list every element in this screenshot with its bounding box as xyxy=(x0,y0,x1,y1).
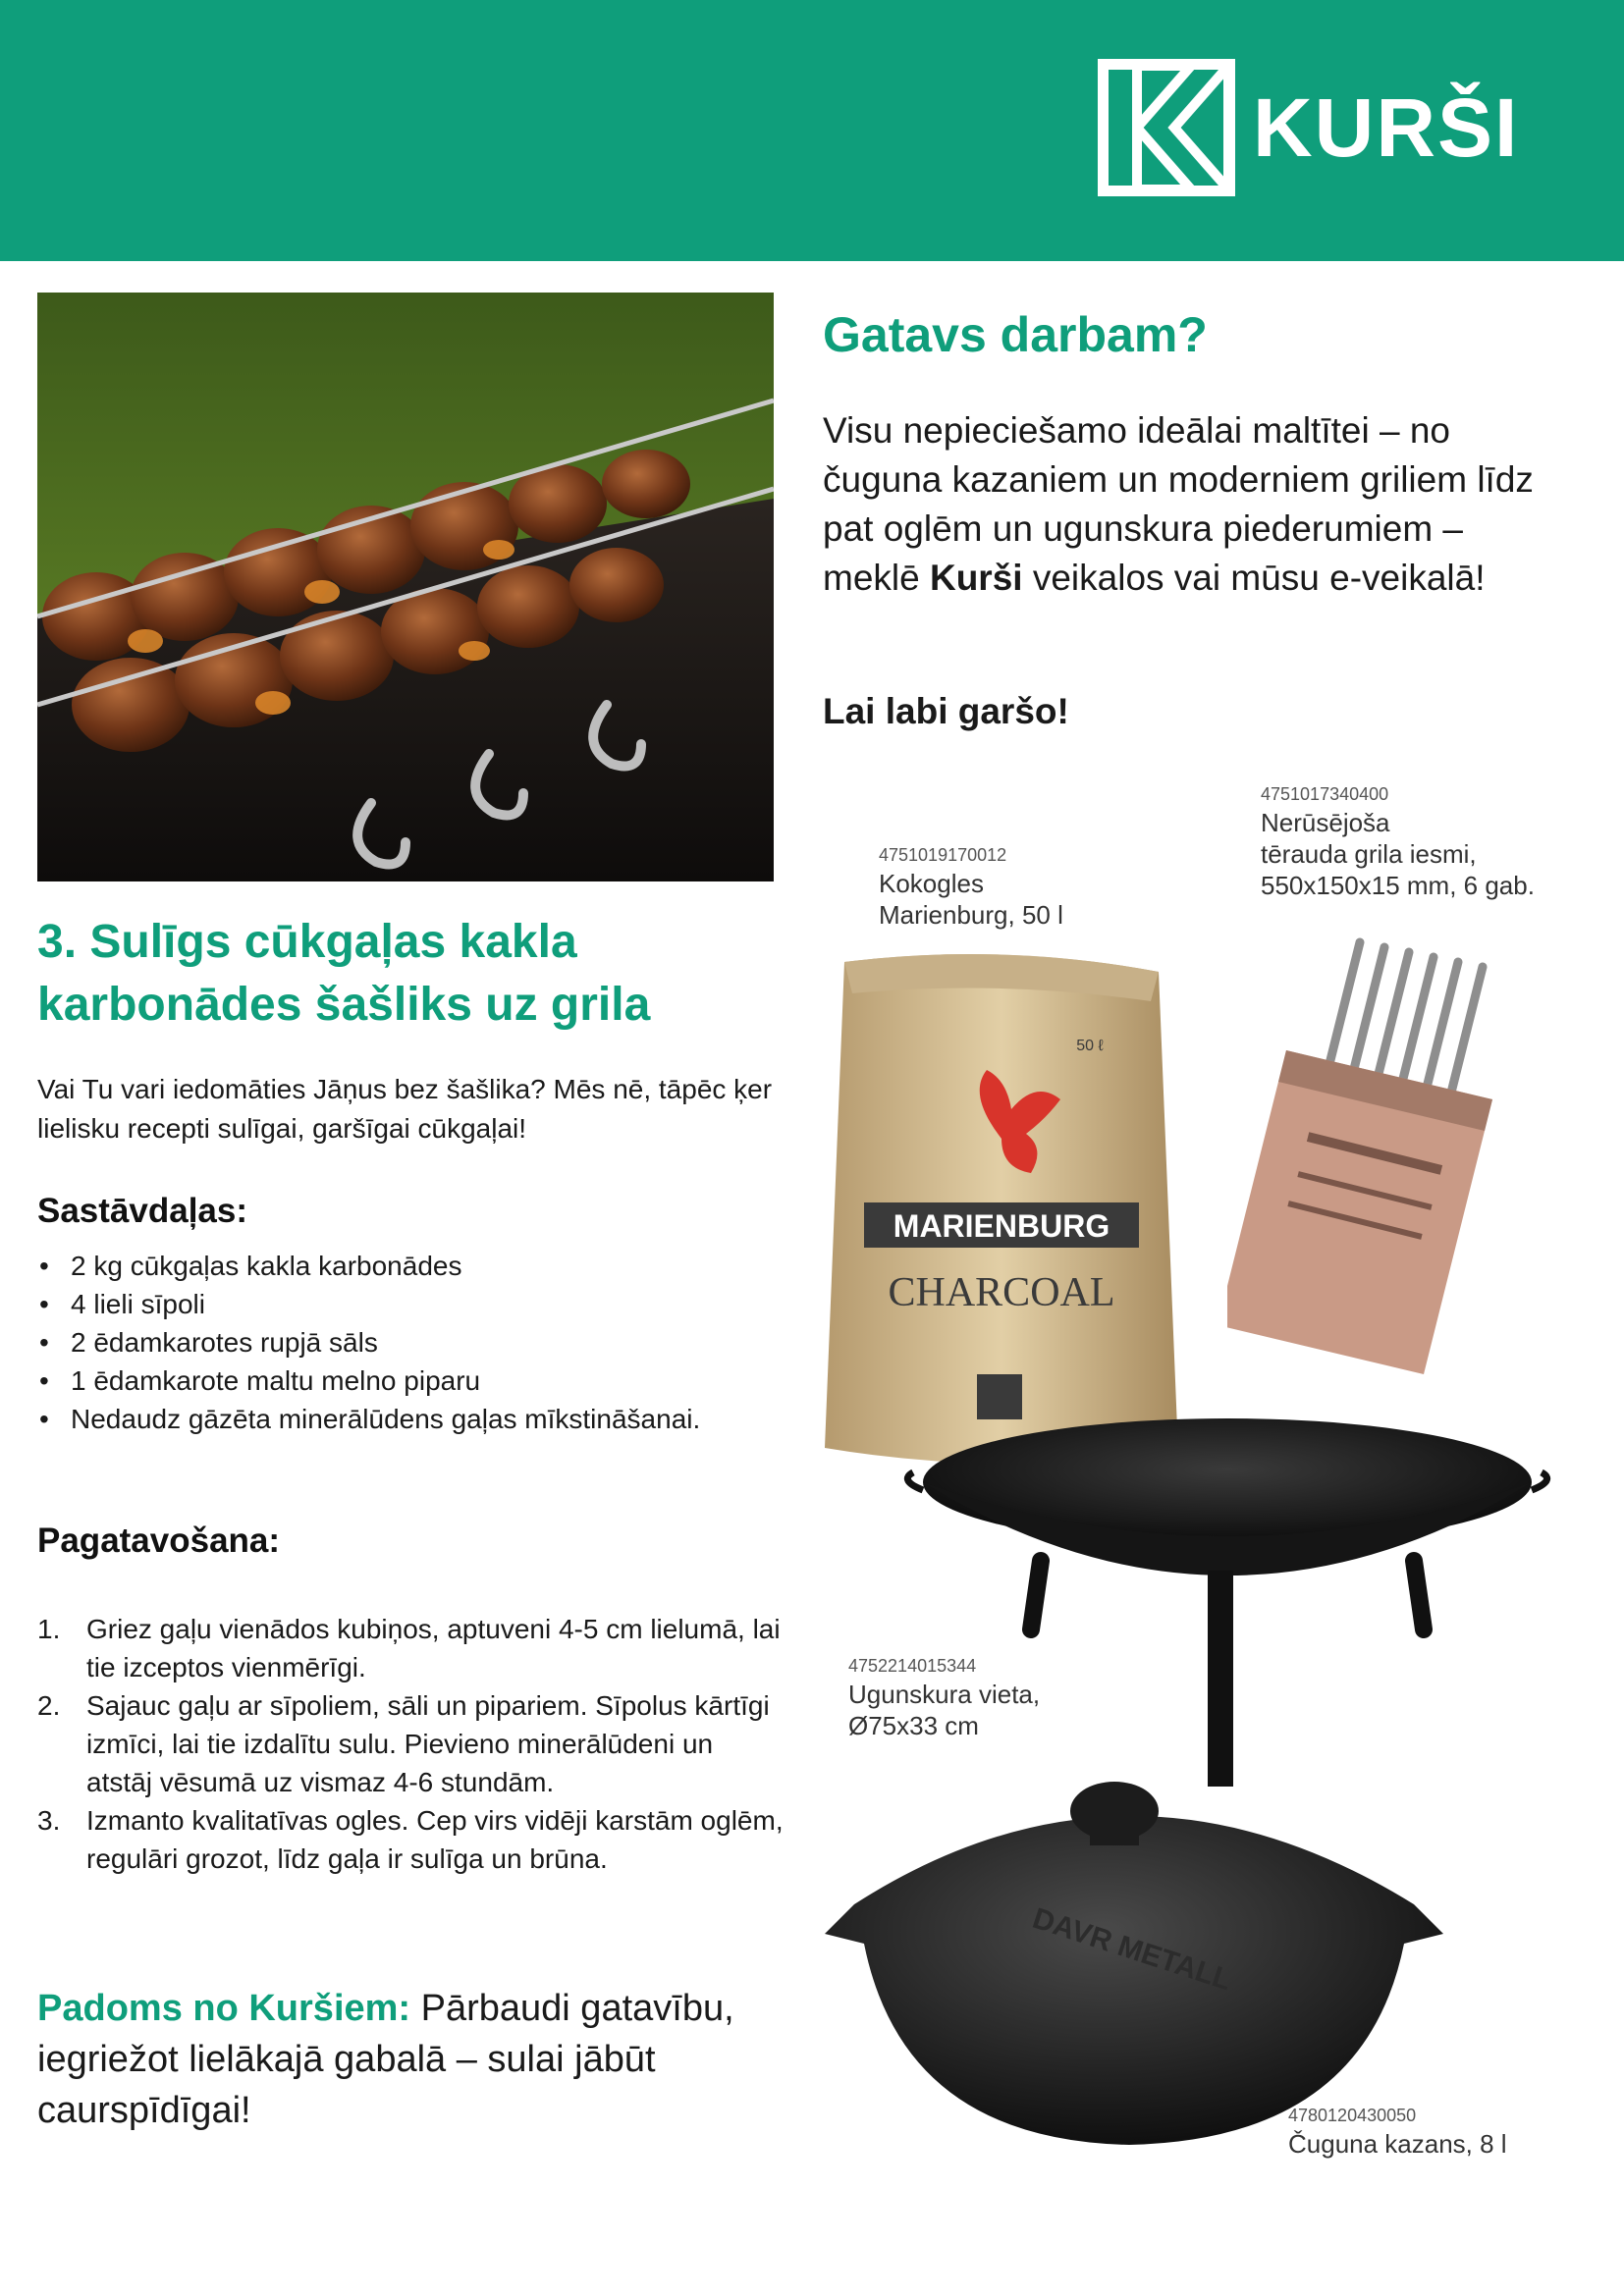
shashlik-illustration xyxy=(37,293,774,881)
intro-text-part: Visu nepieciešamo ideālai maltītei – no čuguna kazaniem un moderniem griliem līdz pat oglēm un ugunskura piederumiem – meklē xyxy=(823,410,1534,598)
step-number: 2. xyxy=(37,1690,61,1721)
kursi-logo[interactable] xyxy=(1098,59,1540,196)
product-code: 4751017340400 xyxy=(1261,784,1389,804)
tip-label: Padoms no Kuršiem: xyxy=(37,1988,411,2029)
list-item xyxy=(37,1801,784,1878)
product-label-skewers xyxy=(1261,781,1585,901)
product-label-cauldron xyxy=(1288,2103,1583,2160)
cauldron-brand-print: DAVR METALL xyxy=(1028,1901,1236,1998)
brand-name: KURŠI xyxy=(1253,81,1520,174)
intro-heading: Gatavs darbam? xyxy=(823,307,1208,362)
preparation-heading: Pagatavošana: xyxy=(37,1522,281,1560)
charcoal-size-print: 50 ℓ xyxy=(1076,1038,1104,1054)
step-text: Griez gaļu vienādos kubiņos, aptuveni 4-5 cm lielumā, lai tie izceptos vienmērīgi. xyxy=(86,1614,781,1682)
intro-text-part: veikalos vai mūsu e-veikalā! xyxy=(1022,558,1486,598)
charcoal-type-print: CHARCOAL xyxy=(888,1270,1115,1315)
hero-photo-shashlik xyxy=(37,293,774,881)
ingredients-heading: Sastāvdaļas: xyxy=(37,1192,248,1230)
step-text: Sajauc gaļu ar sīpoliem, sāli un pipariem. Sīpolus kārtīgi izmīci, lai tie izdalītu sulu. Pievieno minerālūdeni un atstāj vēsumā uz vismaz 4-6 stundām. xyxy=(86,1690,770,1797)
list-item xyxy=(37,1610,784,1686)
cauldron-illustration xyxy=(815,1757,1453,2150)
charcoal-brand-print: MARIENBURG xyxy=(893,1208,1110,1244)
charcoal-bag-illustration xyxy=(805,942,1198,1492)
step-number: 1. xyxy=(37,1614,61,1644)
list-item: • 1 ēdamkarote maltu melno piparu xyxy=(37,1362,784,1400)
skewers-illustration xyxy=(1227,923,1502,1384)
product-image-cauldron xyxy=(815,1757,1453,2150)
list-item: • 2 ēdamkarotes rupjā sāls xyxy=(37,1323,784,1362)
list-item: • Nedaudz gāzēta minerālūdens gaļas mīkstināšanai. xyxy=(37,1400,784,1438)
list-item xyxy=(37,1686,784,1801)
k-logo-icon xyxy=(1098,59,1235,196)
product-code: 4780120430050 xyxy=(1288,2106,1417,2125)
product-image-charcoal xyxy=(805,942,1198,1492)
step-text: Izmanto kvalitatīvas ogles. Cep virs vidēji karstām oglēm, regulāri grozot, līdz gaļa ir sulīga un brūna. xyxy=(86,1805,784,1874)
recipe-intro: Vai Tu vari iedomāties Jāņus bez šašlika? Mēs nē, tāpēc ķer lielisku recepti sulīgai, garšīgai cūkgaļai! xyxy=(37,1074,773,1144)
preparation-steps xyxy=(37,1610,784,1878)
ingredients-list xyxy=(37,1247,784,1438)
product-image-skewers xyxy=(1227,923,1502,1384)
intro-brand-bold: Kurši xyxy=(929,558,1023,598)
product-name: Čuguna kazans, 8 l xyxy=(1288,2129,1507,2159)
recipe-title: 3. Sulīgs cūkgaļas kakla karbonādes šašliks uz grila xyxy=(37,916,651,1031)
sign-off: Lai labi garšo! xyxy=(823,691,1069,731)
list-item: • 2 kg cūkgaļas kakla karbonādes xyxy=(37,1247,784,1285)
step-number: 3. xyxy=(37,1805,61,1836)
tip-text: Pārbaudi gatavību, iegriežot lielākajā gabalā – sulai jābūt caurspīdīgai! xyxy=(37,1988,734,2131)
product-name: Ugunskura vieta, Ø75x33 cm xyxy=(848,1680,1041,1740)
product-label-charcoal xyxy=(879,842,1173,931)
product-label-firepit xyxy=(848,1653,1143,1741)
product-name: Kokogles Marienburg, 50 l xyxy=(879,869,1063,930)
list-item: • 4 lieli sīpoli xyxy=(37,1285,784,1323)
product-code: 4752214015344 xyxy=(848,1656,977,1676)
intro-paragraph xyxy=(823,406,1569,603)
product-code: 4751019170012 xyxy=(879,845,1007,865)
product-name: Nerūsējoša tērauda grila iesmi, 550x150x15 mm, 6 gab. xyxy=(1261,808,1535,900)
tip-box xyxy=(37,1983,784,2136)
